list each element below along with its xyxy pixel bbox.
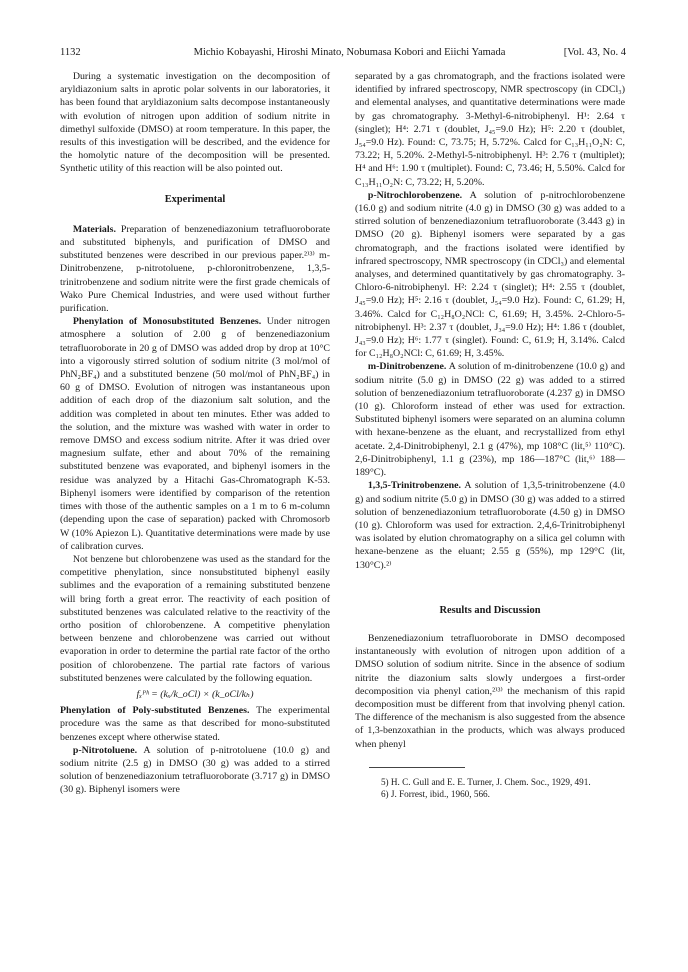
running-header: [60, 46, 626, 60]
materials-text: Preparation of benzenediazonium tetrafluoroborate and substituted biphenyls, and purification of DMSO and substituted benzenes were described in our previous paper.²⁾³⁾ m-Dinitrobenzene, p-nitrotoluene, p-chloronitrobenzene, 1,3,5-trinitrobenzene and sodium nitrite were the first grade chemicals of Wako Pure Chemical Industries, and were used without further purification.: [60, 223, 331, 315]
phenylation-paragraph: [60, 315, 330, 553]
continued-paragraph: separated by a gas chromatograph, and the fractions isolated were identified by infrared spectroscopy, NMR spectroscopy (in CDCl₃) and elemental analyses, and quantitative determinations were made by gas chromatography. 3-Methyl-6-nitrobiphenyl. H¹: 2.64 τ (singlet); H⁴: 2.71 τ (doublet, J₄₅=9.0 Hz); H⁵: 2.20 τ (doublet, J₅₄=9.0 Hz). Found: C, 73.75; H, 5.72%. Calcd for C₁₃H₁₁O₂N: C, 73.22; H, 5.20%. 2-Methyl-5-nitrobiphenyl. H³: 2.76 τ (multiplet); H⁴ and H⁶: 1.90 τ (multiplet). Found: C, 73.46; H, 5.50%. Calcd for C₁₃H₁₁O₂N: C, 73.22; H, 5.20%.: [355, 71, 625, 188]
results-paragraph: Benzenediazonium tetrafluoroborate in DMSO decomposed instantaneously with evolution of nitrogen upon addition of a DMSO solution of sodium nitrite. Since in the absence of sodium nitrite the diazonium salts slowly undergoes a first-order decomposition via phenyl cation,²⁾³⁾ the mechanism of this rapid decomposition must be different from that involving phenyl cation. The difference of the mechanism is also suggested from the absence of 1,3-benzoxathian in the products, which was always produced when phenyl: [355, 632, 625, 750]
p-nitrotoluene-head: p-Nitrotoluene.: [72, 744, 138, 756]
trinitrobenzene-text: A solution of 1,3,5-trinitrobenzene (4.0 g) and sodium nitrite (5.0 g) in DMSO (30 g) was added to a stirred solution of benzenediazonium tetrafluoroborate (4.50 g) in DMSO (10 g). Chloroform was used for extraction. 2,4,6-Trinitrobiphenyl was isolated by elution chromatography on a silica gel column with hexane-benzene as the eluant; 2.55 g (55%), mp 129°C (lit, 130°C).²⁾: [355, 480, 625, 571]
m-dinitrobenzene-text: A solution of m-dinitrobenzene (10.0 g) and sodium nitrite (5.0 g) in DMSO (22 g) was added to a stirred solution of benzenediazonium tetrafluoroborate (4.237 g) in DMSO (10 g). Chloroform instead of ether was used for extraction. Substituted biphenyl isomers were separated on an alumina column with hexane-benzene as the eluant, and recrystallized from ethyl acetate. 2,4-Dinitrobiphenyl, 2.1 g (47%), mp 108°C (lit,⁵⁾ 110°C). 2,6-Dinitrobiphenyl, 1.1 g (23%), mp 186—187°C (lit,⁶⁾ 188—189°C).: [355, 361, 625, 479]
materials-paragraph: [60, 223, 330, 315]
experimental-heading: Experimental: [164, 193, 226, 205]
footnote-rule: [369, 767, 465, 768]
p-nitrochlorobenzene-paragraph: [355, 189, 625, 361]
m-dinitrobenzene-head: m-Dinitrobenzene.: [367, 361, 447, 373]
left-column: [60, 70, 330, 797]
trinitrobenzene-paragraph: [355, 479, 625, 571]
p-nitrotoluene-text: A solution of p-nitrotoluene (10.0 g) and sodium nitrite (2.5 g) in DMSO (30 g) was added to a stirred solution of benzenediazonium tetrafluoroborate (3.717 g) in DMSO (30 g). Biphenyl isomers were: [60, 744, 330, 796]
phenylation-text: Under nitrogen atmosphere a solution of 2.00 g of benzenediazonium tetrafluoroborate in 20 g of DMSO was added drop by drop at 10°C into a vigorously stirred solution of sodium nitrite (3 mol/mol of PhN₂BF₄) and a substituted benzene (50 mol/mol of PhN₂BF₄) in 60 g of DMSO. Evolution of nitrogen was instantaneous upon addition of each drop of the diazonium salt solution, and the addition was completed in about ten minutes. Ether was added to the solution, and the mixture was washed with water in order to remove DMSO and excess sodium nitrite. After it was dried over magnesium sulfate, ether and about 70% of the remaining substituted benzene was evaporated, and biphenyl isomers in the residue was analyzed by a Hitachi Gas-Chromatograph K-53. Biphenyl isomers were identified by comparison of the retention times with those of the authentic samples on a 1 m to 6 m-column (depending upon the case of separation) packed with Chromosorb W (10% Apiezon L). Quantitative determinations were made by use of calibration curves.: [60, 316, 331, 552]
phenylation-head: Phenylation of Monosubstituted Benzenes.: [72, 316, 262, 328]
trinitrobenzene-head: 1,3,5-Trinitrobenzene.: [367, 480, 462, 492]
p-nitrotoluene-paragraph: [60, 744, 330, 797]
footnote-5: 5) H. C. Gull and E. E. Turner, J. Chem. Soc., 1929, 491.: [380, 776, 591, 787]
materials-head: Materials.: [72, 223, 116, 235]
p-nitrochlorobenzene-text: A solution of p-nitrochlorobenzene (16.0 g) and sodium nitrite (4.0 g) in DMSO (30 g) was added to a stirred solution of benzenediazonium tetrafluoroborate (3.443 g) in DMSO (20 g). Biphenyl isomers were separated by a gas chromatograph, and the fractions isolated were identified by infrared spectroscopy, NMR spectroscopy (in CDCl₃) and elemental analyses, and determined quantitatively by gas chromatography. 3-Chloro-6-nitrobiphenyl. H²: 2.24 τ (singlet); H⁴: 2.55 τ (doublet, J₄₅=9.0 Hz); H⁵: 2.16 τ (doublet, J₅₄=9.0 Hz). Found: C, 61.29; H, 3.46%. Calcd for C₁₂H₈O₂NCl: C, 61.69; H, 3.45%. 2-Chloro-5-nitrobiphenyl. H³: 2.37 τ (doublet, J₃₄=9.0 Hz); H⁴: 1.86 τ (doublet, J₄₃=9.0 Hz); H⁶: 1.77 τ (singlet). Found: C, 61.9; H, 3.14%. Calcd for C₁₂H₈O₂NCl: C, 61.69; H, 3.45%.: [355, 189, 625, 360]
results-heading: Results and Discussion: [439, 604, 541, 616]
m-dinitrobenzene-paragraph: [355, 360, 625, 479]
header-authors: Michio Kobayashi, Hiroshi Minato, Nobumasa Kobori and Eiichi Yamada: [193, 47, 506, 58]
poly-substituted-text: The experimental procedure was the same as that described for mono-substituted benzenes except where otherwise stated.: [60, 705, 330, 743]
header-journal: [Vol. 43, No. 4: [563, 47, 626, 58]
footnote-6: 6) J. Forrest, ibid., 1960, 566.: [380, 789, 490, 800]
chlorobenzene-paragraph: Not benzene but chlorobenzene was used as the standard for the competitive phenylation, since nonsubstituted biphenyl easily sublimes and the evaporation of a remaining substituted benzene will bring forth a great error. The reactivity of each position of substituted benzenes was calculated relative to the reactivity of the ortho position of chlorobenzene. A competitive phenylation between benzene and chlorobenzene was carried out without evaporation in order to determine the partial rate factor of the ortho position of chlorobenzene. The partial rate factors of various substituted benzenes were calculated by the following equation.: [60, 553, 330, 684]
intro-paragraph: During a systematic investigation on the decomposition of aryldiazonium salts in aprotic polar solvents in our laboratories, it has been found that aryldiazonium salts decompose instantaneously with evolution of nitrogen upon addition of sodium nitrite in dimethyl sulfoxide (DMSO) at room temperature. In this paper, the results of this investigation will be described, and the evidence for the homolytic nature of the decomposition will be presented. Synthetic utility of this reaction will be also pointed out.: [60, 71, 330, 175]
partial-rate-equation: fₓᴾʰ = (kₓ/k_oCl) × (k_oCl/kₕ): [136, 688, 254, 700]
poly-substituted-paragraph: [60, 704, 330, 744]
poly-substituted-head: Phenylation of Poly-substituted Benzenes.: [60, 705, 250, 717]
right-column: [355, 70, 625, 801]
page-number: 1132: [60, 47, 81, 58]
p-nitrochlorobenzene-head: p-Nitrochlorobenzene.: [367, 189, 463, 201]
